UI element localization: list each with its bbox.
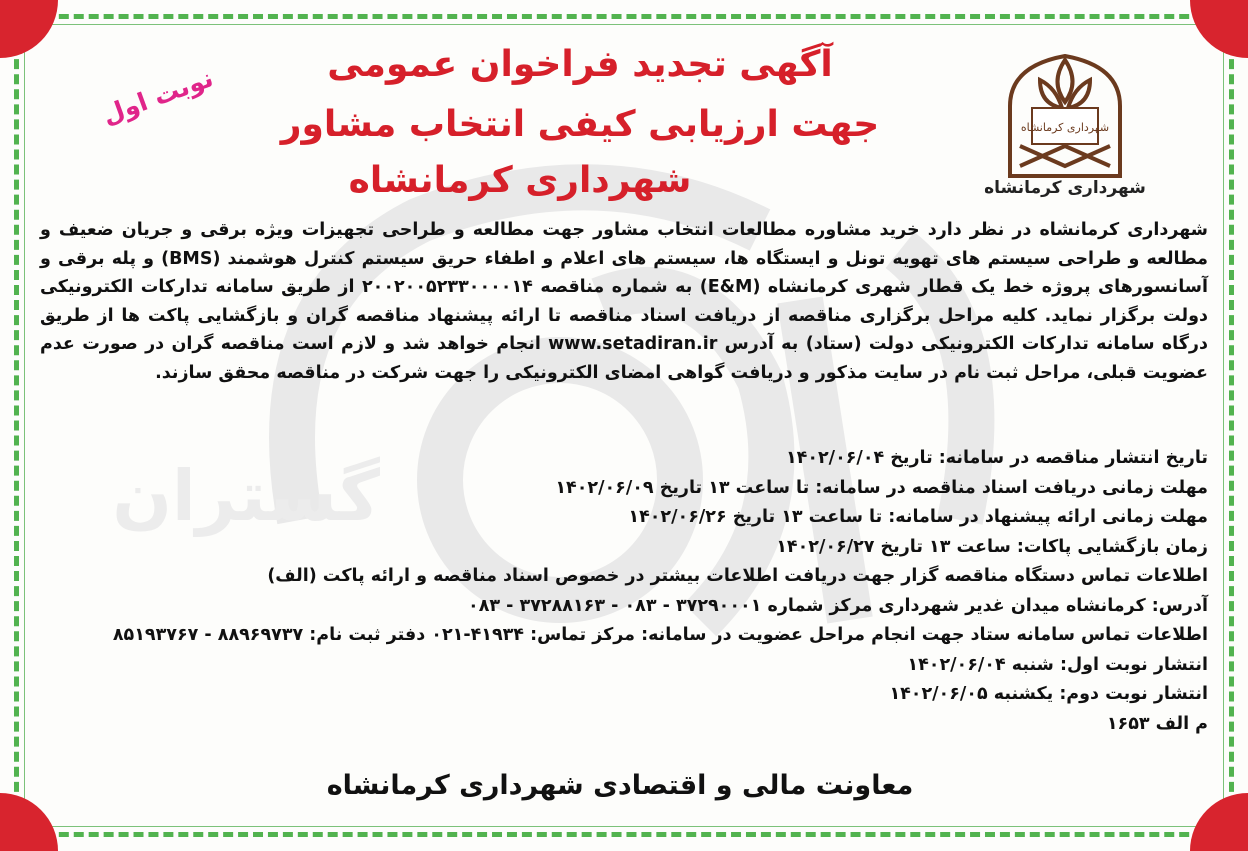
detail-setad-contact: اطلاعات تماس سامانه ستاد جهت انجام مراحل عضویت در سامانه: مرکز تماس: ۴۱۹۳۴-۰۲۱ دفتر ثبت نام: ۸۸۹۶۹۷۳۷ - ۸۵۱۹۳۷۶۷: [112, 625, 1208, 645]
detail-contact-heading: اطلاعات تماس دستگاه مناقصه گزار جهت دریافت اطلاعات بیشتر در خصوص اسناد مناقصه و ارائه پاکت (الف): [267, 566, 1208, 586]
detail-reference-code: م الف ۱۶۵۳: [1106, 713, 1208, 734]
detail-address: آدرس: کرمانشاه میدان غدیر شهرداری مرکز شماره ۳۷۲۹۰۰۰۱ - ۰۸۳ - ۳۷۲۸۸۱۶۳ - ۰۸۳: [468, 595, 1208, 616]
detail-publish-date: تاریخ انتشار مناقصه در سامانه: تاریخ ۱۴۰۲/۰۶/۰۴: [785, 448, 1208, 468]
tender-details: [40, 444, 1208, 739]
title-line-3: شهرداری کرمانشاه: [348, 160, 692, 201]
svg-text:گستران: گستران: [112, 455, 380, 537]
detail-first-publication: انتشار نوبت اول: شنبه ۱۴۰۲/۰۶/۰۴: [907, 654, 1208, 675]
logo-caption: شهرداری کرمانشاه: [984, 178, 1146, 198]
municipality-logo: [990, 46, 1140, 186]
detail-proposal-deadline: مهلت زمانی ارائه پیشنهاد در سامانه: تا ساعت ۱۳ تاریخ ۱۴۰۲/۰۶/۲۶: [628, 507, 1208, 527]
announcement-body: [40, 216, 1208, 387]
detail-document-deadline: مهلت زمانی دریافت اسناد مناقصه در سامانه: تا ساعت ۱۳ تاریخ ۱۴۰۲/۰۶/۰۹: [555, 477, 1208, 498]
title-line-1: آگهی تجدید فراخوان عمومی: [327, 44, 833, 85]
title-line-2: جهت ارزیابی کیفی انتخاب مشاور: [280, 104, 880, 145]
detail-opening-time: زمان بازگشایی پاکات: ساعت ۱۳ تاریخ ۱۴۰۲/۰۶/۲۷: [776, 536, 1208, 557]
logo-emblem-text: شهرداری کرمانشاه: [1020, 121, 1110, 134]
round-label: نوبت اول: [98, 63, 217, 130]
detail-second-publication: انتشار نوبت دوم: یکشنبه ۱۴۰۲/۰۶/۰۵: [889, 684, 1208, 704]
announcement-paragraph: شهرداری کرمانشاه در نظر دارد خرید مشاوره مطالعات انتخاب مشاور جهت مطالعه و طراحی تجهیزات ویژه برقی و جریان ضعیف و مطالعه و طراحی سیستم های تهویه تونل و ایستگاه ها، سیستم های اعلام و اطفاء حریق سیستم کنترل هوشمند (BMS) و پله برقی و آسانسورهای پروژه خط یک قطار شهری کرمانشاه (E&M) به شماره مناقصه ۲۰۰۲۰۰۵۲۳۳۰۰۰۰۱۴ از طریق سامانه تدارکات الکترونیکی دولت برگزار نماید. کلیه مراحل برگزاری مناقصه از دریافت اسناد مناقصه تا ارائه پیشنهاد مناقصه گران و بازگشایی پاکت ها از طریق درگاه سامانه تدارکات الکترونیکی دولت (ستاد) به آدرس www.setadiran.ir انجام خواهد شد و لازم است مناقصه گران در صورت عدم عضویت قبلی، مراحل ثبت نام در سایت مذکور و دریافت گواهی امضای الکترونیکی را جهت شرکت در مناقصه محقق سازند.: [40, 220, 1208, 383]
footer-signature: معاونت مالی و اقتصادی شهرداری کرمانشاه: [326, 770, 914, 801]
